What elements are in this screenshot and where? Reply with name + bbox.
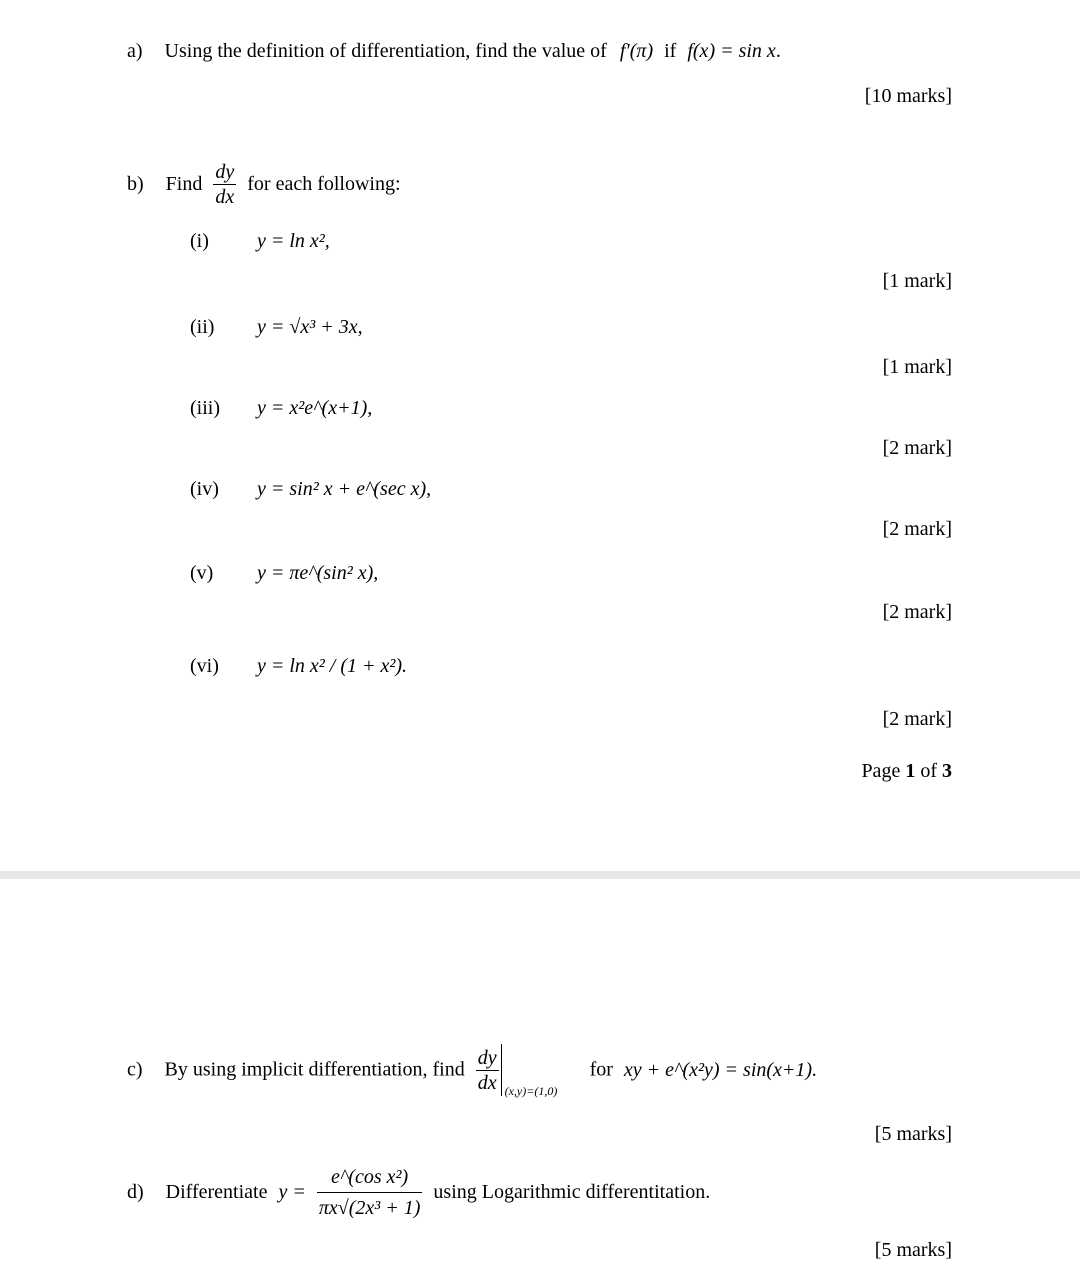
- page-separator: [0, 871, 1080, 879]
- question-b-dx: dx: [215, 186, 235, 208]
- item-i-expr: [257, 230, 330, 253]
- item-vi-expr: y = ln x² / (1 + x²).: [257, 655, 408, 677]
- question-c-marks: [5 marks]: [874, 1123, 952, 1145]
- question-a-fprime: f′(π): [619, 40, 654, 62]
- item-iv-label: (iv): [190, 478, 219, 500]
- question-b-find: Find: [165, 173, 203, 195]
- item-ii-expr: y = √x³ + 3x,: [257, 316, 363, 338]
- item-vi-label: (vi): [190, 655, 219, 677]
- question-d-numerator: e^(cos x²): [331, 1166, 409, 1188]
- question-c: [127, 1044, 817, 1096]
- question-d-yeq: y =: [278, 1181, 306, 1203]
- evaluation-point: (x,y)=(1,0): [504, 1084, 558, 1098]
- question-d-text: Differentiate: [165, 1181, 268, 1203]
- question-d-label: d): [127, 1181, 144, 1203]
- item-iii-marks: [2 mark]: [882, 437, 952, 459]
- page-of: of: [920, 760, 937, 782]
- item-iv-expr: y = sin² x + e^(sec x),: [257, 478, 432, 500]
- question-d-denominator: πx√(2x³ + 1): [317, 1192, 423, 1223]
- question-a-marks: [10 marks]: [864, 85, 952, 107]
- question-c-for: for: [589, 1058, 613, 1081]
- question-d: [127, 1162, 710, 1223]
- question-b-text: for each following:: [247, 173, 401, 195]
- question-c-dy: dy: [477, 1046, 497, 1069]
- question-c-label: c): [127, 1058, 143, 1081]
- question-b-dy: dy: [215, 161, 235, 183]
- question-c-equation: xy + e^(x²y) = sin(x+1).: [623, 1058, 818, 1081]
- question-a-period: .: [775, 40, 781, 62]
- item-ii-marks: [1 mark]: [882, 356, 952, 378]
- question-c-dx: dx: [477, 1071, 497, 1094]
- question-d-marks: [5 marks]: [874, 1239, 952, 1261]
- question-b-dydx: [213, 160, 236, 209]
- question-a-if: if: [664, 40, 677, 62]
- page-word: Page: [861, 760, 901, 782]
- question-a-label: a): [127, 40, 143, 62]
- question-d-fraction: [317, 1162, 423, 1223]
- page-footer: [861, 760, 952, 783]
- question-b: [127, 160, 401, 209]
- item-v-marks: [2 mark]: [882, 601, 952, 623]
- item-iv-marks: [2 mark]: [882, 518, 952, 540]
- question-b-label: b): [127, 173, 144, 195]
- question-a-text: Using the definition of differentiation, find the value of: [164, 40, 607, 62]
- item-ii-label: (ii): [190, 316, 215, 338]
- question-a: [127, 40, 781, 63]
- item-vi-marks: [2 mark]: [882, 708, 952, 730]
- item-iii-expr: y = x²e^(x+1),: [257, 397, 373, 419]
- page-total: 3: [942, 760, 952, 782]
- evaluation-bar: [501, 1044, 558, 1098]
- item-i-label: (i): [190, 230, 209, 252]
- item-i-marks: [1 mark]: [882, 270, 952, 292]
- question-a-function: f(x) = sin x: [687, 40, 776, 62]
- question-d-text-after: using Logarithmic differentitation.: [433, 1181, 711, 1203]
- item-iii-label: (iii): [190, 397, 220, 419]
- page-current: 1: [905, 760, 916, 782]
- question-c-text: By using implicit differentiation, find: [164, 1058, 465, 1081]
- item-v-expr: y = πe^(sin² x),: [257, 562, 379, 584]
- item-i-expression: y = ln x²,: [257, 230, 330, 252]
- question-c-dydx: [476, 1046, 499, 1095]
- item-v-label: (v): [190, 562, 214, 584]
